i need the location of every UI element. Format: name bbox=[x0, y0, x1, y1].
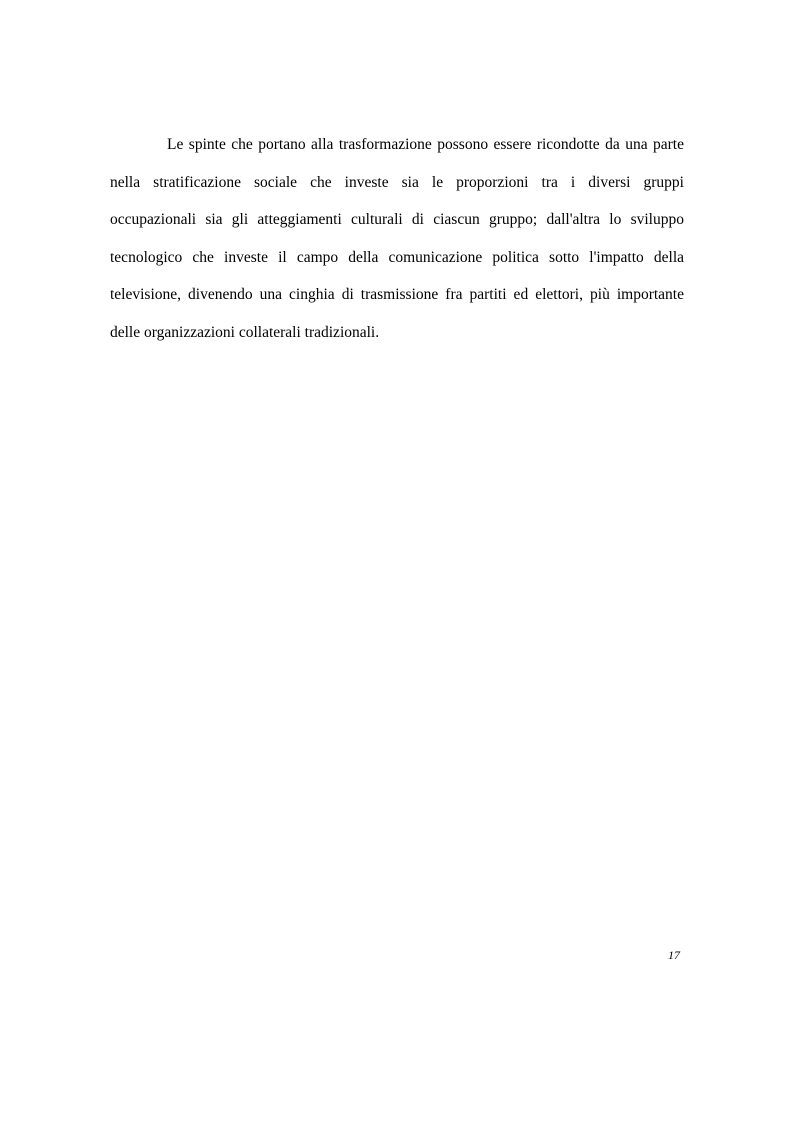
body-paragraph bbox=[110, 126, 684, 351]
page-number: 17 bbox=[668, 948, 680, 962]
paragraph-line: Le spinte che portano alla trasformazione possono essere ricondotte da una parte bbox=[167, 136, 684, 153]
paragraph-line: delle organizzazioni collaterali tradizionali. bbox=[110, 323, 380, 341]
paragraph-line: occupazionali sia gli atteggiamenti culturali di ciascun gruppo; dall'altra lo sviluppo bbox=[110, 211, 684, 228]
paragraph-line: tecnologico che investe il campo della comunicazione politica sotto l'impatto della bbox=[110, 248, 684, 266]
paragraph-line: televisione, divenendo una cinghia di trasmissione fra partiti ed elettori, più importante bbox=[110, 286, 684, 303]
paragraph-line: nella stratificazione sociale che investe sia le proporzioni tra i diversi gruppi bbox=[110, 173, 684, 191]
